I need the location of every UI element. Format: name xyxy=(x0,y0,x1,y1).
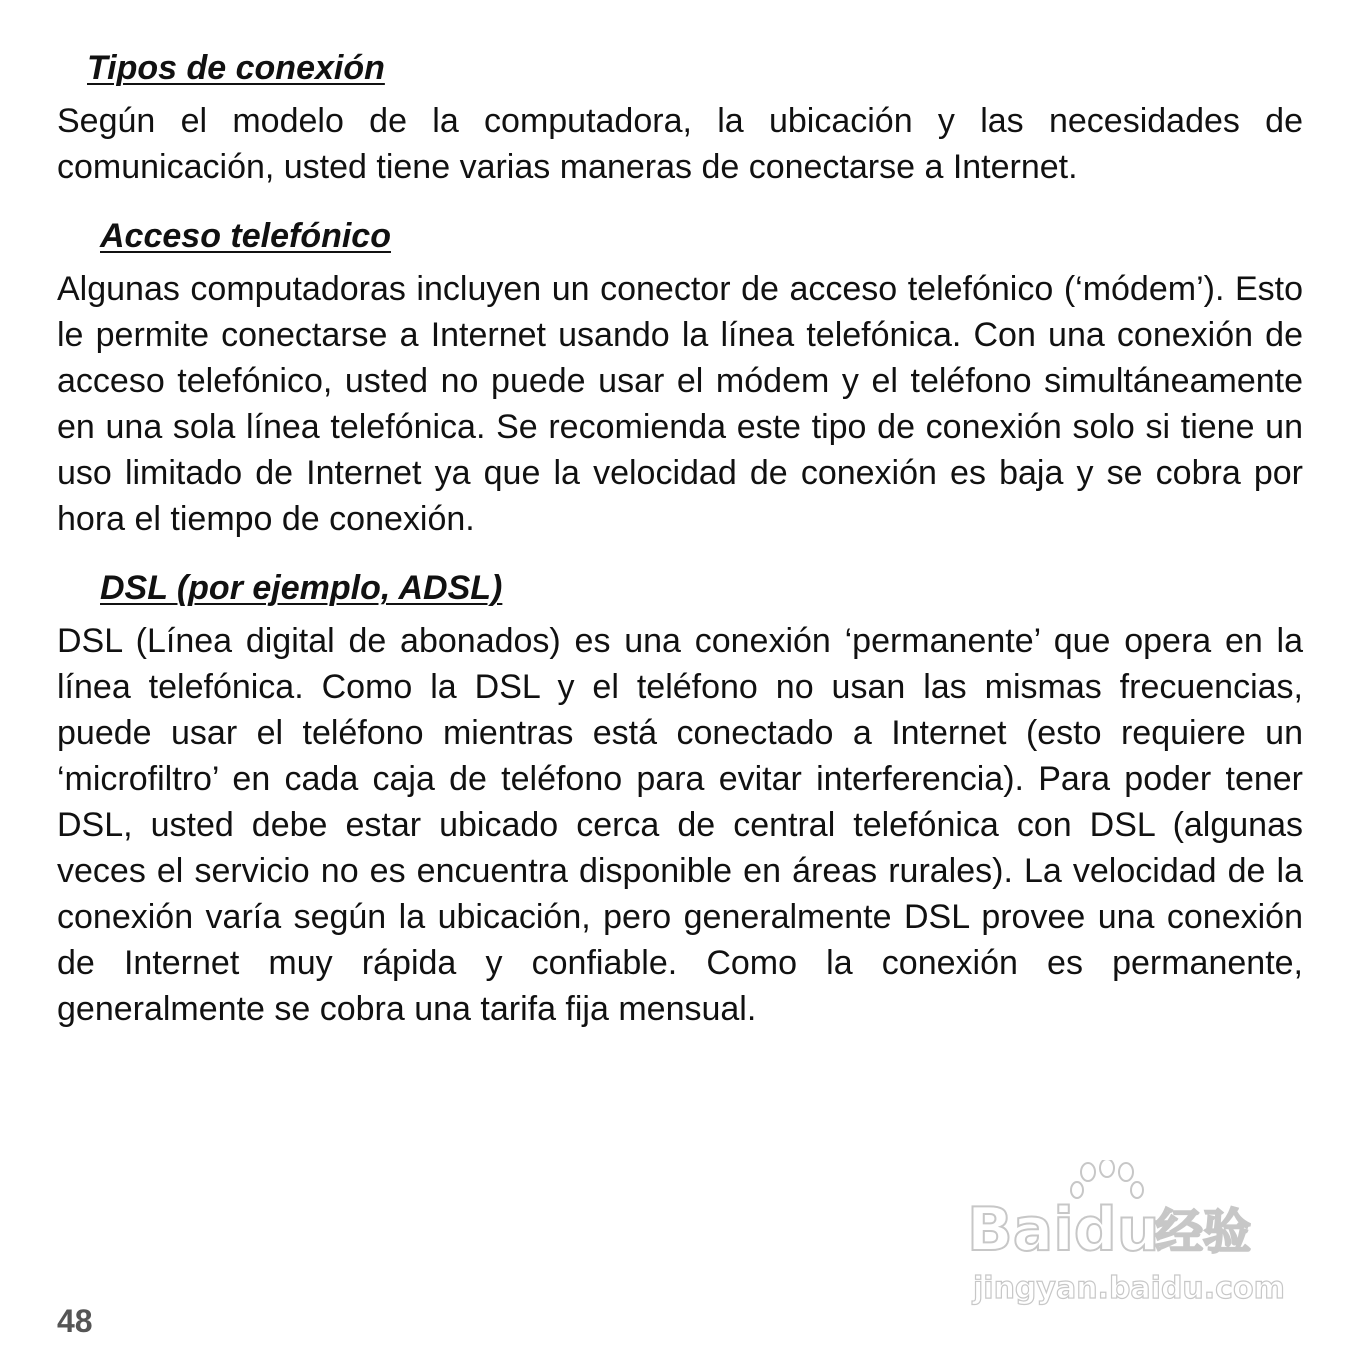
page-number: 48 xyxy=(57,1303,93,1339)
watermark-brand-suffix: 经验 xyxy=(1155,1204,1252,1260)
section-title-dsl: DSL (por ejemplo, ADSL) xyxy=(100,569,503,607)
watermark-brand: Baidu xyxy=(967,1195,1160,1265)
watermark-url: jingyan.baidu.com xyxy=(973,1271,1285,1306)
section-title-connection-types: Tipos de conexión xyxy=(87,49,385,87)
paw-icon xyxy=(1071,1160,1143,1198)
baidu-watermark-logo xyxy=(965,1160,1285,1310)
document-page xyxy=(57,44,1303,1032)
section-body-connection-types: Según el modelo de la computadora, la ubicación y las necesidades de comunicación, usted tiene varias maneras de conectarse a Internet. xyxy=(57,102,1303,186)
section-title-dial-up: Acceso telefónico xyxy=(100,217,391,255)
section-body-dial-up: Algunas computadoras incluyen un conector de acceso telefónico (‘módem’). Esto le permite conectarse a Internet usando la línea telefónica. Con una conexión de acceso telefónico, usted no puede usar el módem y el teléfono simultáneamente en una sola línea telefónica. Se recomienda este tipo de conexión solo si tiene un uso limitado de Internet ya que la velocidad de conexión es baja y se cobra por hora el tiempo de conexión. xyxy=(57,270,1303,538)
section-body-dsl: DSL (Línea digital de abonados) es una conexión ‘permanente’ que opera en la línea telefónica. Como la DSL y el teléfono no usan las mismas frecuencias, puede usar el teléfono mientras está conectado a Internet (esto requiere un ‘microfiltro’ en cada caja de teléfono para evitar interferencia). Para poder tener DSL, usted debe estar ubicado cerca de central telefónica con DSL (algunas veces el servicio no es encuentra disponible en áreas rurales). La velocidad de la conexión varía según la ubicación, pero generalmente DSL provee una conexión de Internet muy rápida y confiable. Como la conexión es permanente, generalmente se cobra una tarifa fija mensual. xyxy=(57,622,1303,1028)
